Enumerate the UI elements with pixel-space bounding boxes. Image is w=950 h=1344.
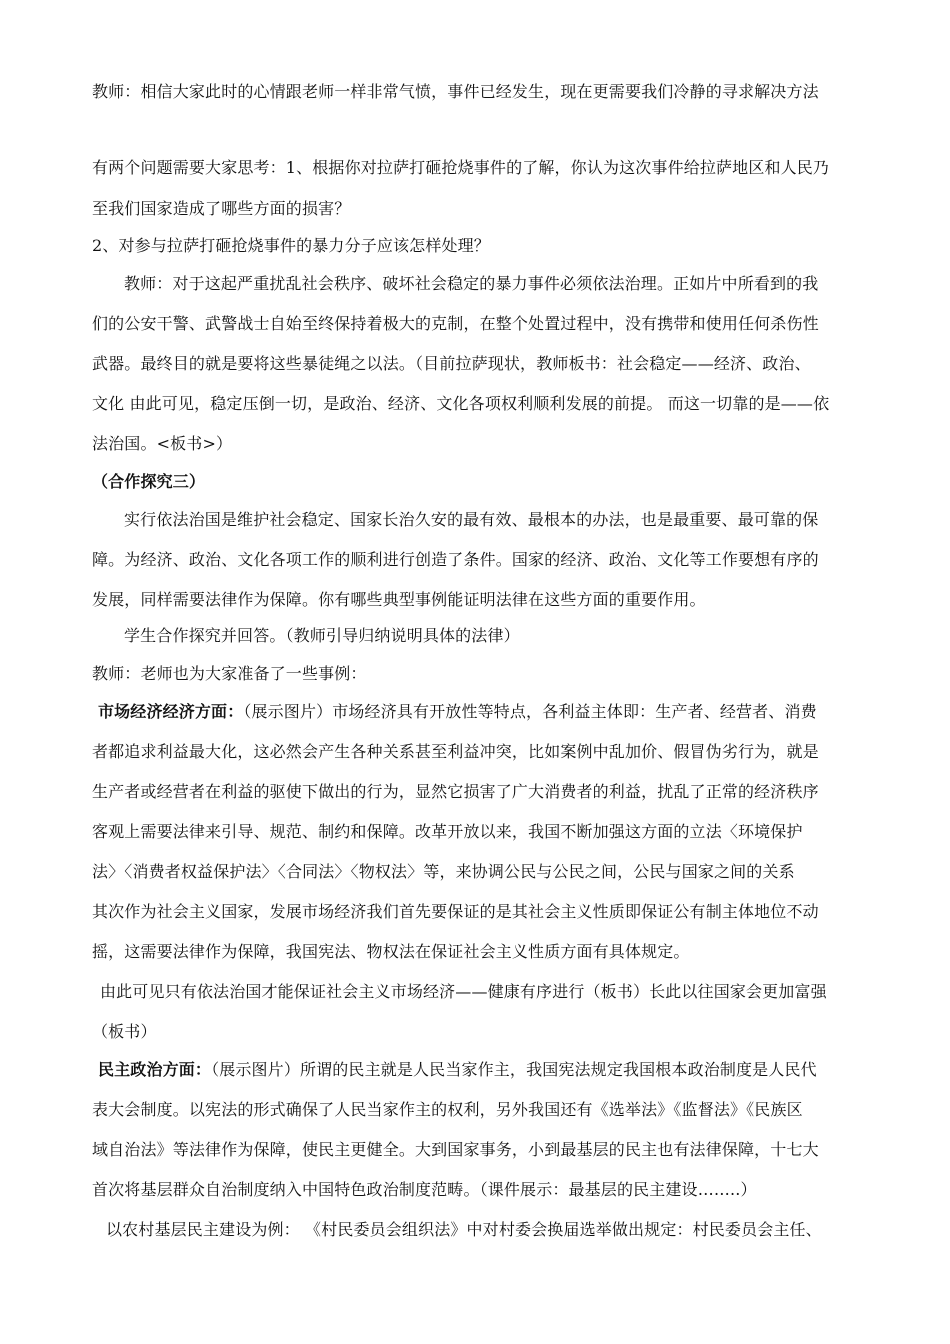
text-line: 武器。最终目的就是要将这些暴徒绳之以法。（目前拉萨现状，教师板书：社会稳定——经济、政治、: [92, 354, 811, 373]
text-line: 文化 由此可见，稳定压倒一切，是政治、经济、文化各项权利顺利发展的前提。 而这一切靠的是——依: [92, 394, 830, 413]
text-line: 生产者或经营者在利益的驱使下做出的行为，显然它损害了广大消费者的利益，扰乱了正常的经济秩序: [92, 782, 819, 801]
text-line: 其次作为社会主义国家，发展市场经济我们首先要保证的是其社会主义性质即保证公有制主体地位不动: [92, 902, 819, 921]
text-line: 实行依法治国是维护社会稳定、国家长治久安的最有效、最根本的办法，也是最重要、最可靠的保: [124, 510, 819, 529]
text-line: 障。为经济、政治、文化各项工作的顺利进行创造了条件。国家的经济、政治、文化等工作要想有序的: [92, 550, 819, 569]
bold-label: 市场经济经济方面：: [98, 702, 244, 721]
text-line: 法治国。<板书>）: [92, 434, 233, 453]
text-line: 由此可见只有依法治国才能保证社会主义市场经济——健康有序进行（板书）长此以往国家会更加富强: [100, 982, 827, 1001]
text-line: 教师：对于这起严重扰乱社会秩序、破坏社会稳定的暴力事件必须依法治理。正如片中所看到的我: [124, 274, 819, 293]
text-line: 学生合作探究并回答。（教师引导归纳说明具体的法律）: [124, 626, 520, 645]
text-line: 表大会制度。以宪法的形式确保了人民当家作主的权利，另外我国还有《选举法》《监督法》《民族区: [92, 1100, 803, 1119]
section-heading: （合作探究三）: [92, 472, 206, 491]
bold-label: 民主政治方面：: [98, 1060, 212, 1079]
text-line: 以农村基层民主建设为例： 《村民委员会组织法》中对村委会换届选举做出规定：村民委员会主任、: [106, 1220, 822, 1239]
text-line: 们的公安干警、武警战士自始至终保持着极大的克制，在整个处置过程中，没有携带和使用任何杀伤性: [92, 314, 819, 333]
text-line: 2、对参与拉萨打砸抢烧事件的暴力分子应该怎样处理？: [92, 236, 490, 255]
text-line: 民主政治方面：（展示图片）所谓的民主就是人民当家作主，我国宪法规定我国根本政治制度是人民代: [98, 1060, 817, 1079]
text-line: 首次将基层群众自治制度纳入中国特色政治制度范畴。（课件展示：最基层的民主建设……..）: [92, 1180, 757, 1199]
text-line: 有两个问题需要大家思考：1、根据你对拉萨打砸抢烧事件的了解，你认为这次事件给拉萨地区和人民乃: [92, 158, 830, 177]
text-line: 域自治法》等法律作为保障，使民主更健全。大到国家事务，小到最基层的民主也有法律保障，十七大: [92, 1140, 819, 1159]
text-line: 摇，这需要法律作为保障，我国宪法、物权法在保证社会主义性质方面有具体规定。: [92, 942, 690, 961]
text-line: （板书）: [92, 1022, 157, 1041]
text-line: 法〉〈消费者权益保护法〉〈合同法〉〈物权法〉等，来协调公民与公民之间，公民与国家之间的关系: [92, 862, 795, 881]
text-line: 客观上需要法律来引导、规范、制约和保障。改革开放以来，我国不断加强这方面的立法〈环境保护: [92, 822, 803, 841]
text-line: 至我们国家造成了哪些方面的损害？: [92, 199, 351, 218]
text-line: 教师：老师也为大家准备了一些事例：: [92, 664, 367, 683]
text-line: 者都追求利益最大化，这必然会产生各种关系甚至利益冲突，比如案例中乱加价、假冒伪劣行为，就是: [92, 742, 819, 761]
text-line: 市场经济经济方面：（展示图片）市场经济具有开放性等特点，各利益主体即：生产者、经营者、消费: [98, 702, 817, 721]
text-line: 教师：相信大家此时的心情跟老师一样非常气愤，事件已经发生，现在更需要我们冷静的寻求解决方法: [92, 82, 819, 101]
text-line: 发展，同样需要法律作为保障。你有哪些典型事例能证明法律在这些方面的重要作用。: [92, 590, 706, 609]
